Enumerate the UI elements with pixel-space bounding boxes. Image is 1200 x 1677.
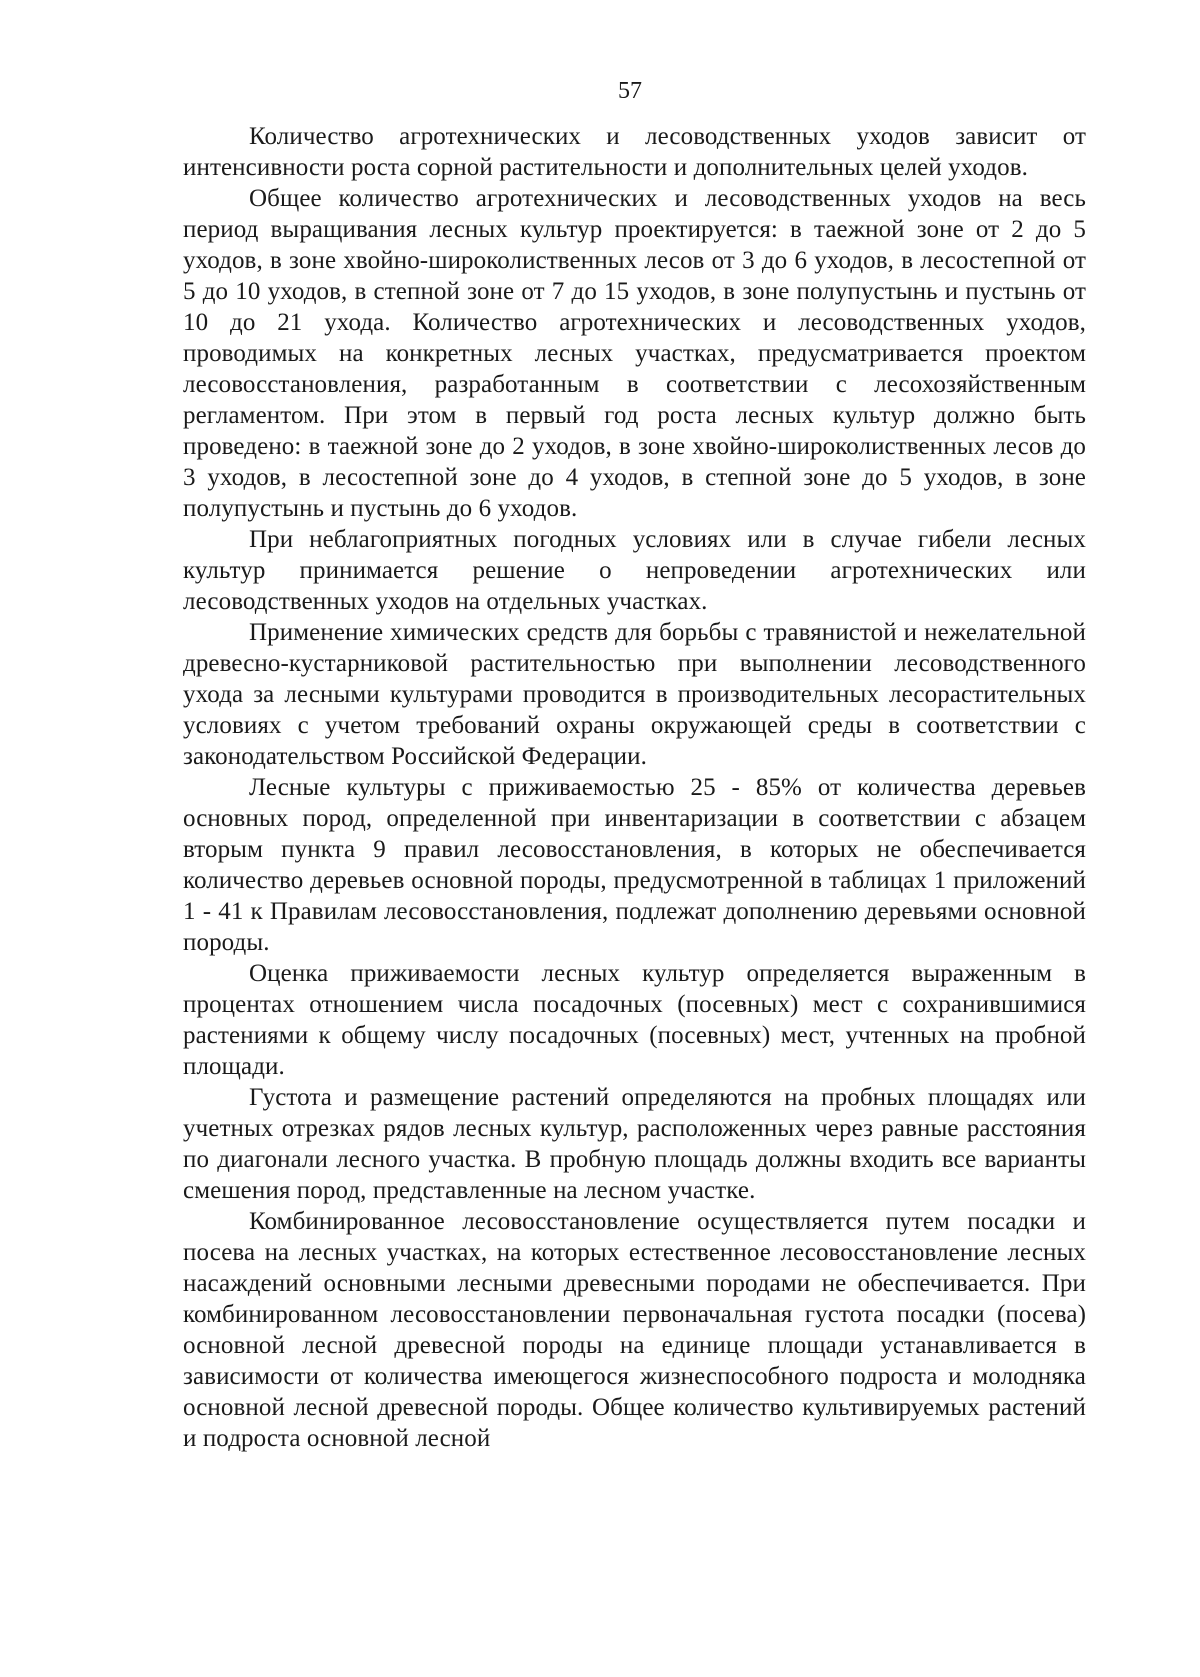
paragraph: Количество агротехнических и лесоводственных уходов зависит от интенсивности роста сорной растительности и дополнительных целей уходов. <box>183 123 1086 181</box>
paragraph: Густота и размещение растений определяются на пробных площадях или учетных отрезках рядов лесных культур, расположенных через равные расстояния по диагонали лесного участка. В пробную площадь должны входить все варианты смешения пород, представленные на лесном участке. <box>183 1084 1086 1204</box>
document-body <box>183 121 1086 1454</box>
page-number: 57 <box>618 78 642 104</box>
paragraph: Лесные культуры с приживаемостью 25 - 85% от количества деревьев основных пород, определенной при инвентаризации в соответствии с абзацем вторым пункта 9 правил лесовосстановления, в которых не обеспечивается количество деревьев основной породы, предусмотренной в таблицах 1 приложений 1 - 41 к Правилам лесовосстановления, подлежат дополнению деревьями основной породы. <box>183 774 1086 956</box>
paragraph: Общее количество агротехнических и лесоводственных уходов на весь период выращивания лесных культур проектируется: в таежной зоне от 2 до 5 уходов, в зоне хвойно-широколиственных лесов от 3 до 6 уходов, в лесостепной от 5 до 10 уходов, в степной зоне от 7 до 15 уходов, в зоне полупустынь и пустынь от 10 до 21 ухода. Количество агротехнических и лесоводственных уходов, проводимых на конкретных лесных участках, предусматривается проектом лесовосстановления, разработанным в соответствии с лесохозяйственным регламентом. При этом в первый год роста лесных культур должно быть проведено: в таежной зоне до 2 уходов, в зоне хвойно-широколиственных лесов до 3 уходов, в лесостепной зоне до 4 уходов, в степной зоне до 5 уходов, в зоне полупустынь и пустынь до 6 уходов. <box>183 185 1086 522</box>
paragraph: Комбинированное лесовосстановление осуществляется путем посадки и посева на лесных участках, на которых естественное лесовосстановление лесных насаждений основными лесными древесными породами не обеспечивается. При комбинированном лесовосстановлении первоначальная густота посадки (посева) основной лесной древесной породы на единице площади устанавливается в зависимости от количества имеющегося жизнеспособного подроста и молодняка основной лесной древесной породы. Общее количество культивируемых растений и подроста основной лесной <box>183 1208 1086 1452</box>
paragraph: Применение химических средств для борьбы с травянистой и нежелательной древесно-кустарниковой растительностью при выполнении лесоводственного ухода за лесными культурами проводится в производительных лесорастительных условиях с учетом требований охраны окружающей среды в соответствии с законодательством Российской Федерации. <box>183 619 1086 770</box>
paragraph: При неблагоприятных погодных условиях или в случае гибели лесных культур принимается решение о непроведении агротехнических или лесоводственных уходов на отдельных участках. <box>183 526 1086 615</box>
paragraph: Оценка приживаемости лесных культур определяется выраженным в процентах отношением числа посадочных (посевных) мест с сохранившимися растениями к общему числу посадочных (посевных) мест, учтенных на пробной площади. <box>183 960 1086 1080</box>
